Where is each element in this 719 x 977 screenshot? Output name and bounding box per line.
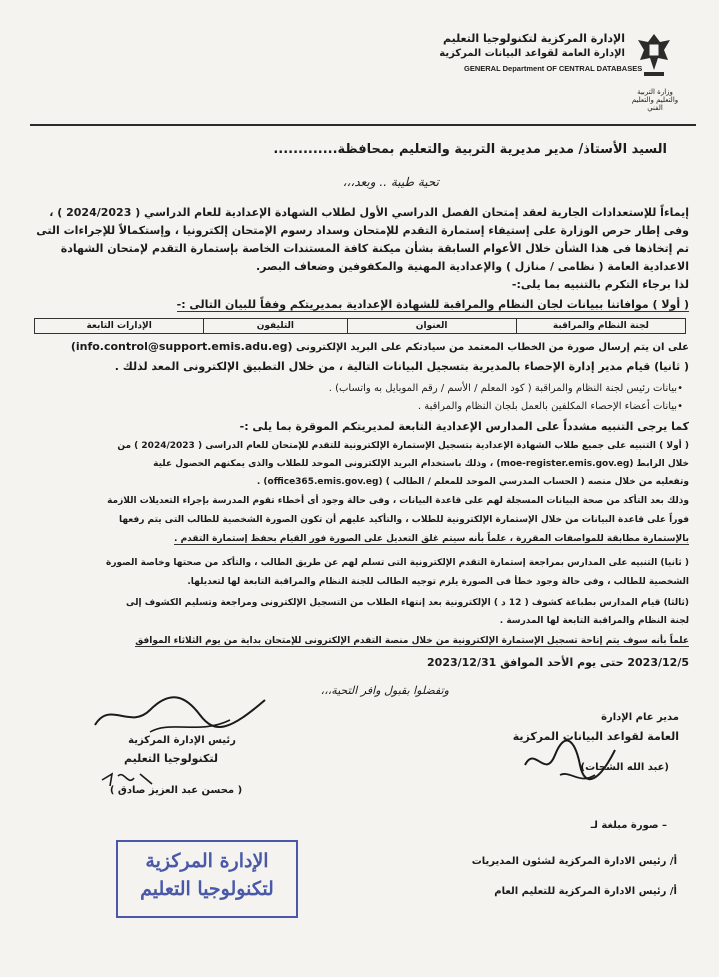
signature-right [520, 735, 620, 790]
greeting: تحية طيبة .. وبعد،،، [342, 175, 439, 189]
email-request [71, 340, 689, 353]
table-header-cell: العنوان [347, 319, 516, 334]
info-control-email: (info.control@support.emis.adu.eg) [70, 340, 293, 353]
signature-right-name: (عبد الله الشحات) [580, 762, 669, 773]
body-line: تم إتخاذها فى هذا الشأن خلال الأعوام السابقة بشأن ميكنة كافة المستندات الخاصة بإستمارة التقدم لإمتحان الشهادة [60, 242, 689, 255]
committee-table [34, 318, 686, 334]
org-line-2: الإدارة العامة لقواعد البيانات المركزية [439, 48, 625, 59]
stamp-line-1: الإدارة المركزية [145, 850, 269, 872]
schools-line: 2023/12/5 حتى يوم الأحد الموافق 2023/12/31 [427, 656, 689, 669]
schools-line: وتفعليه من خلال منصه ( الحساب المدرسي الموحد للمعلم / الطالب ) (office365.emis.gov.eg) . [256, 477, 689, 487]
closing: وتفضلوا بقبول وافر التحية،،، [320, 684, 449, 697]
table-header-row [35, 319, 686, 334]
schools-line: وذلك بعد التأكد من صحة البيانات المسجلة لهم على قاعدة البيانات ، وفى حالة وجود أى أخطاء تقوم المدرسة بإجراء التعديلات اللازمة [107, 496, 689, 506]
copy-label: – صورة مبلغة لـ [590, 820, 667, 831]
signature-right-title: مدير عام الإدارة [601, 712, 679, 723]
bullet-item: •بيانات أعضاء الإحصاء المكلفين بالعمل بلجان النظام والمراقبة . [417, 401, 683, 412]
schools-line: ( أولا ) التنبيه على جميع طلاب الشهادة الإعدادية بتسجيل الإستمارة الإلكترونية للتقدم للإمتحان للعام الدراسى ( 2024/2023 ) من [117, 441, 689, 451]
org-line-1: الإدارة المركزية لتكنولوجيا التعليم [442, 32, 625, 45]
body-line: إيماءاً للإستعدادات الجارية لعقد إمتحان الفصل الدراسي الأول لطلاب الشهادة الإعدادية للعام الدراسي ( 2024/2023 ) ، [49, 206, 689, 219]
stamp-line-2: لتكنولوجيا التعليم [140, 878, 274, 900]
ministry-name: وزارة التربية والتعليم والتعليم الفني [631, 88, 679, 112]
schools-line: ( ثانيا) التنبيه على المدارس بمراجعة إستمارة التقدم الإلكترونية التى تسلم لهم عن طريق الطالب ، والتأكد من صحتها وخاصة الصورة [106, 558, 689, 568]
bullet-item: •بيانات رئيس لجنة النظام والمراقبة ( كود المعلم / الأسم / رقم الموبايل به واتساب) . [328, 383, 683, 394]
copy-recipient: أ/ رئيس الادارة المركزية لشئون المديريات [471, 856, 677, 867]
central-admin-stamp [116, 840, 298, 918]
signature-left-name: ( محسن عبد العزيز صادق ) [109, 785, 243, 796]
signature-left [90, 690, 270, 740]
table-header-cell: لجنة النظام والمراقبة [516, 319, 685, 334]
schools-line: بالإستمارة مطابقة للمواصفات المقررة ، علماً بأنه سيتم غلق التعديل على الصورة فور القيام بحفظ إستمارة التقدم . [174, 534, 689, 544]
table-header-cell: الإدارات التابعة [35, 319, 204, 334]
body-line: الاعدادية العامة ( نظامى / منازل ) والإعدادية المهنية والمكفوفين وضعاف البصر. [255, 260, 689, 273]
header [0, 0, 719, 110]
schools-line: خلال الرابط (moe-register.emis.gov.eg) ، وذلك باستخدام البريد الإلكترونى الموحد للطلاب والذى يمكنهم الحصول علية [153, 459, 689, 469]
org-line-3-en: GENERAL Department OF CENTRAL DATABASES [464, 64, 643, 73]
second-item: ( ثانيا) قيام مدير إدارة الإحصاء بالمديرية بتسجيل البيانات التالية ، من خلال التطبيق الإلكترونى المعد لذلك . [114, 360, 689, 373]
eagle-emblem-icon [634, 30, 674, 82]
schools-line: فوراً على قاعدة البيانات من خلال الإستمارة الإلكترونية للطلاب ، والتأكيد عليهم أن تكون الصورة الشخصية للطالب التى يتم رفعها [118, 515, 689, 525]
schools-line: (ثالثا) قيام المدارس بطباعة كشوف ( 12 د ) الإلكترونية بعد إنتهاء الطلاب من التسجيل الإلكترونى ومراجعة وتسليم الكشوف إلى [125, 598, 689, 608]
body-line: وفى إطار حرص الوزارة على إستيفاء إستمارة التقدم للإمتحان وسداد رسوم الإمتحان إلكترونيا ، وإستكمالاً للإجراءات التى [36, 224, 689, 237]
addressee: السيد الأستاذ/ مدير مديرية التربية والتعليم بمحافظة............. [273, 142, 667, 157]
body-line: لذا برجاء التكرم بالتنبيه بما يلى:- [511, 278, 689, 291]
schools-intro: كما يرجى التنبيه مشدداً على المدارس الإعدادية التابعة لمديريتكم الموقرة بما يلى :- [239, 420, 689, 433]
header-divider [30, 124, 696, 126]
schools-line: علماً بأنه سوف يتم إتاحة تسجيل الإستمارة الإلكترونية من خلال منصة التقدم الإلكترونى للإمتحان بداية من يوم الثلاثاء الموافق [135, 636, 689, 646]
first-item: ( أولا ) موافاتنا ببيانات لجان النظام والمراقبة للشهادة الإعدادية بمديريتكم وفقاً للبيان التالى :- [176, 298, 689, 311]
schools-line: الشخصية للطالب ، وفى حالة وجود خطأ فى الصورة يلزم توجيه الطالب للجنة النظام والمراقبة التابعة لها لتعديلها. [187, 577, 689, 587]
signature-right-subtitle: العامة لقواعد البيانات المركزية [512, 730, 679, 743]
copy-recipient: أ/ رئيس الادارة المركزية للتعليم العام [494, 886, 677, 897]
table-header-cell: التليفون [204, 319, 347, 334]
signature-left-subtitle: لتكنولوجيا التعليم [123, 752, 218, 765]
email-request-text: على ان يتم إرسال صورة من الخطاب المعتمد من سيادتكم على البريد الإلكترونى [296, 342, 689, 353]
signature-left-title: رئيس الإدارة المركزية [128, 735, 236, 746]
schools-line: لجنة النظام والمراقبة التابعة لها المدرسة . [499, 616, 689, 626]
